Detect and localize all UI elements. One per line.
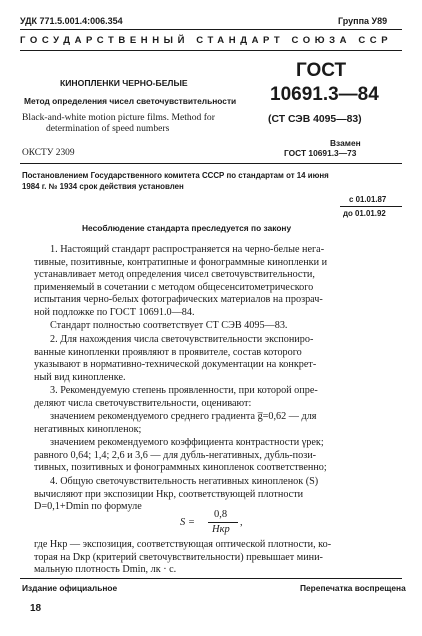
- text-line: D=0,1+Dmin по формуле: [34, 501, 142, 513]
- legal-notice: Несоблюдение стандарта преследуется по закону: [82, 223, 292, 233]
- validity-to: до 01.01.92: [343, 209, 386, 218]
- text-line: где Hкр — экспозиция, соответствующая оптической плотности, ко-: [34, 539, 332, 550]
- formula-lhs: S =: [180, 517, 195, 528]
- top-rule: [20, 29, 402, 30]
- text-line: значением рекомендуемого коэффициента контрастности γрек;: [50, 437, 324, 448]
- text-line: применяемый в сочетании с методом общесенситометрического: [34, 281, 314, 293]
- replaced-label: Взамен: [330, 138, 361, 148]
- title-ru: КИНОПЛЕНКИ ЧЕРНО-БЕЛЫЕ: [60, 78, 188, 88]
- text-line: ной подложке по ГОСТ 10691.0—84.: [34, 306, 195, 318]
- standard-banner: ГОСУДАРСТВЕННЫЙ СТАНДАРТ СОЮЗА ССР: [20, 35, 393, 46]
- decree-line1: Постановлением Государственного комитета СССР по стандартам от 14 июня: [22, 171, 329, 180]
- text-line: 4. Общую светочувствительность негативных кинопленок (S): [50, 476, 319, 487]
- validity-from: с 01.01.87: [349, 195, 387, 204]
- paragraph-6: [34, 437, 402, 475]
- text-line: 1. Настоящий стандарт распространяется на черно-белые нега-: [50, 244, 325, 255]
- formula-numerator: 0,8: [214, 509, 228, 520]
- replaced-standard: ГОСТ 10691.3—73: [284, 148, 357, 158]
- gost-number: 10691.3—84: [270, 84, 379, 105]
- text-line: деляют числа светочувствительности, оценивают:: [34, 397, 252, 409]
- text-line: тивные, позитивные, контратипные и фонограммные кинопленки и: [34, 256, 328, 268]
- formula-comma: ,: [240, 517, 243, 528]
- footer-rule: [20, 578, 402, 579]
- text-line: 2. Для нахождения числа светочувствительности экспониро-: [50, 334, 314, 345]
- text-line: устанавливает метод определения чисел светочувствительности,: [34, 269, 315, 281]
- paragraph-8: [34, 539, 402, 577]
- decree-line2: 1984 г. № 1934 срок действия установлен: [22, 182, 184, 191]
- udk-code: УДК 771.5.001.4:006.354: [20, 16, 123, 26]
- banner-rule: [20, 50, 402, 51]
- text-line: значением рекомендуемого среднего градиента g̅=0,62 — для: [50, 411, 317, 422]
- text-line: тивных, позитивных и фонограммных кинопленок соответственно;: [34, 462, 327, 474]
- text-line: Стандарт полностью соответствует СТ СЭВ 4095—83.: [50, 320, 288, 331]
- group-code: Группа У89: [338, 16, 388, 26]
- text-line: ванные кинопленки проявляют в проявителе, состав которого: [34, 346, 302, 358]
- text-line: испытания черно-белых фотографических материалов на прозрач-: [34, 294, 323, 306]
- reprint-notice: Перепечатка воспрещена: [300, 583, 406, 593]
- edition-label: Издание официальное: [22, 583, 118, 593]
- paragraph-1: [34, 244, 402, 320]
- page-number: 18: [30, 603, 42, 614]
- paragraph-3: [34, 334, 402, 384]
- text-line: торая на Dкр (критерий светочувствительности) превышает мини-: [34, 551, 323, 563]
- paragraph-2: [34, 320, 402, 333]
- paragraph-4: [34, 385, 402, 410]
- subtitle-ru: Метод определения чисел светочувствительности: [24, 96, 237, 106]
- text-line: негативных кинопленок;: [34, 423, 142, 435]
- title-en-line1: Black-and-white motion picture films. Method for: [22, 112, 215, 123]
- validity-underline: [340, 206, 402, 207]
- text-line: равного 0,64; 1,4; 2,6 и 3,6 — для дубль-негативных, дубль-пози-: [34, 449, 317, 461]
- title-en-line2: determination of speed numbers: [46, 123, 170, 134]
- title-rule: [20, 163, 402, 164]
- fraction-bar: [208, 522, 238, 523]
- text-line: ный вид кинопленке.: [34, 371, 126, 383]
- st-sev-number: (СТ СЭВ 4095—83): [268, 114, 362, 125]
- paragraph-5: [34, 411, 402, 436]
- formula-denominator: Hкр: [212, 524, 230, 535]
- gost-label: ГОСТ: [296, 60, 347, 81]
- okstu-code: ОКСТУ 2309: [22, 148, 75, 158]
- text-line: вычисляют при экспозиции Hкр, соответствующей плотности: [34, 488, 304, 500]
- text-line: указывают в нормативно-технической документации на конкрет-: [34, 359, 317, 371]
- text-line: мальную плотность Dmin, лк · с.: [34, 564, 177, 576]
- text-line: 3. Рекомендуемую степень проявленности, при которой опре-: [50, 385, 318, 396]
